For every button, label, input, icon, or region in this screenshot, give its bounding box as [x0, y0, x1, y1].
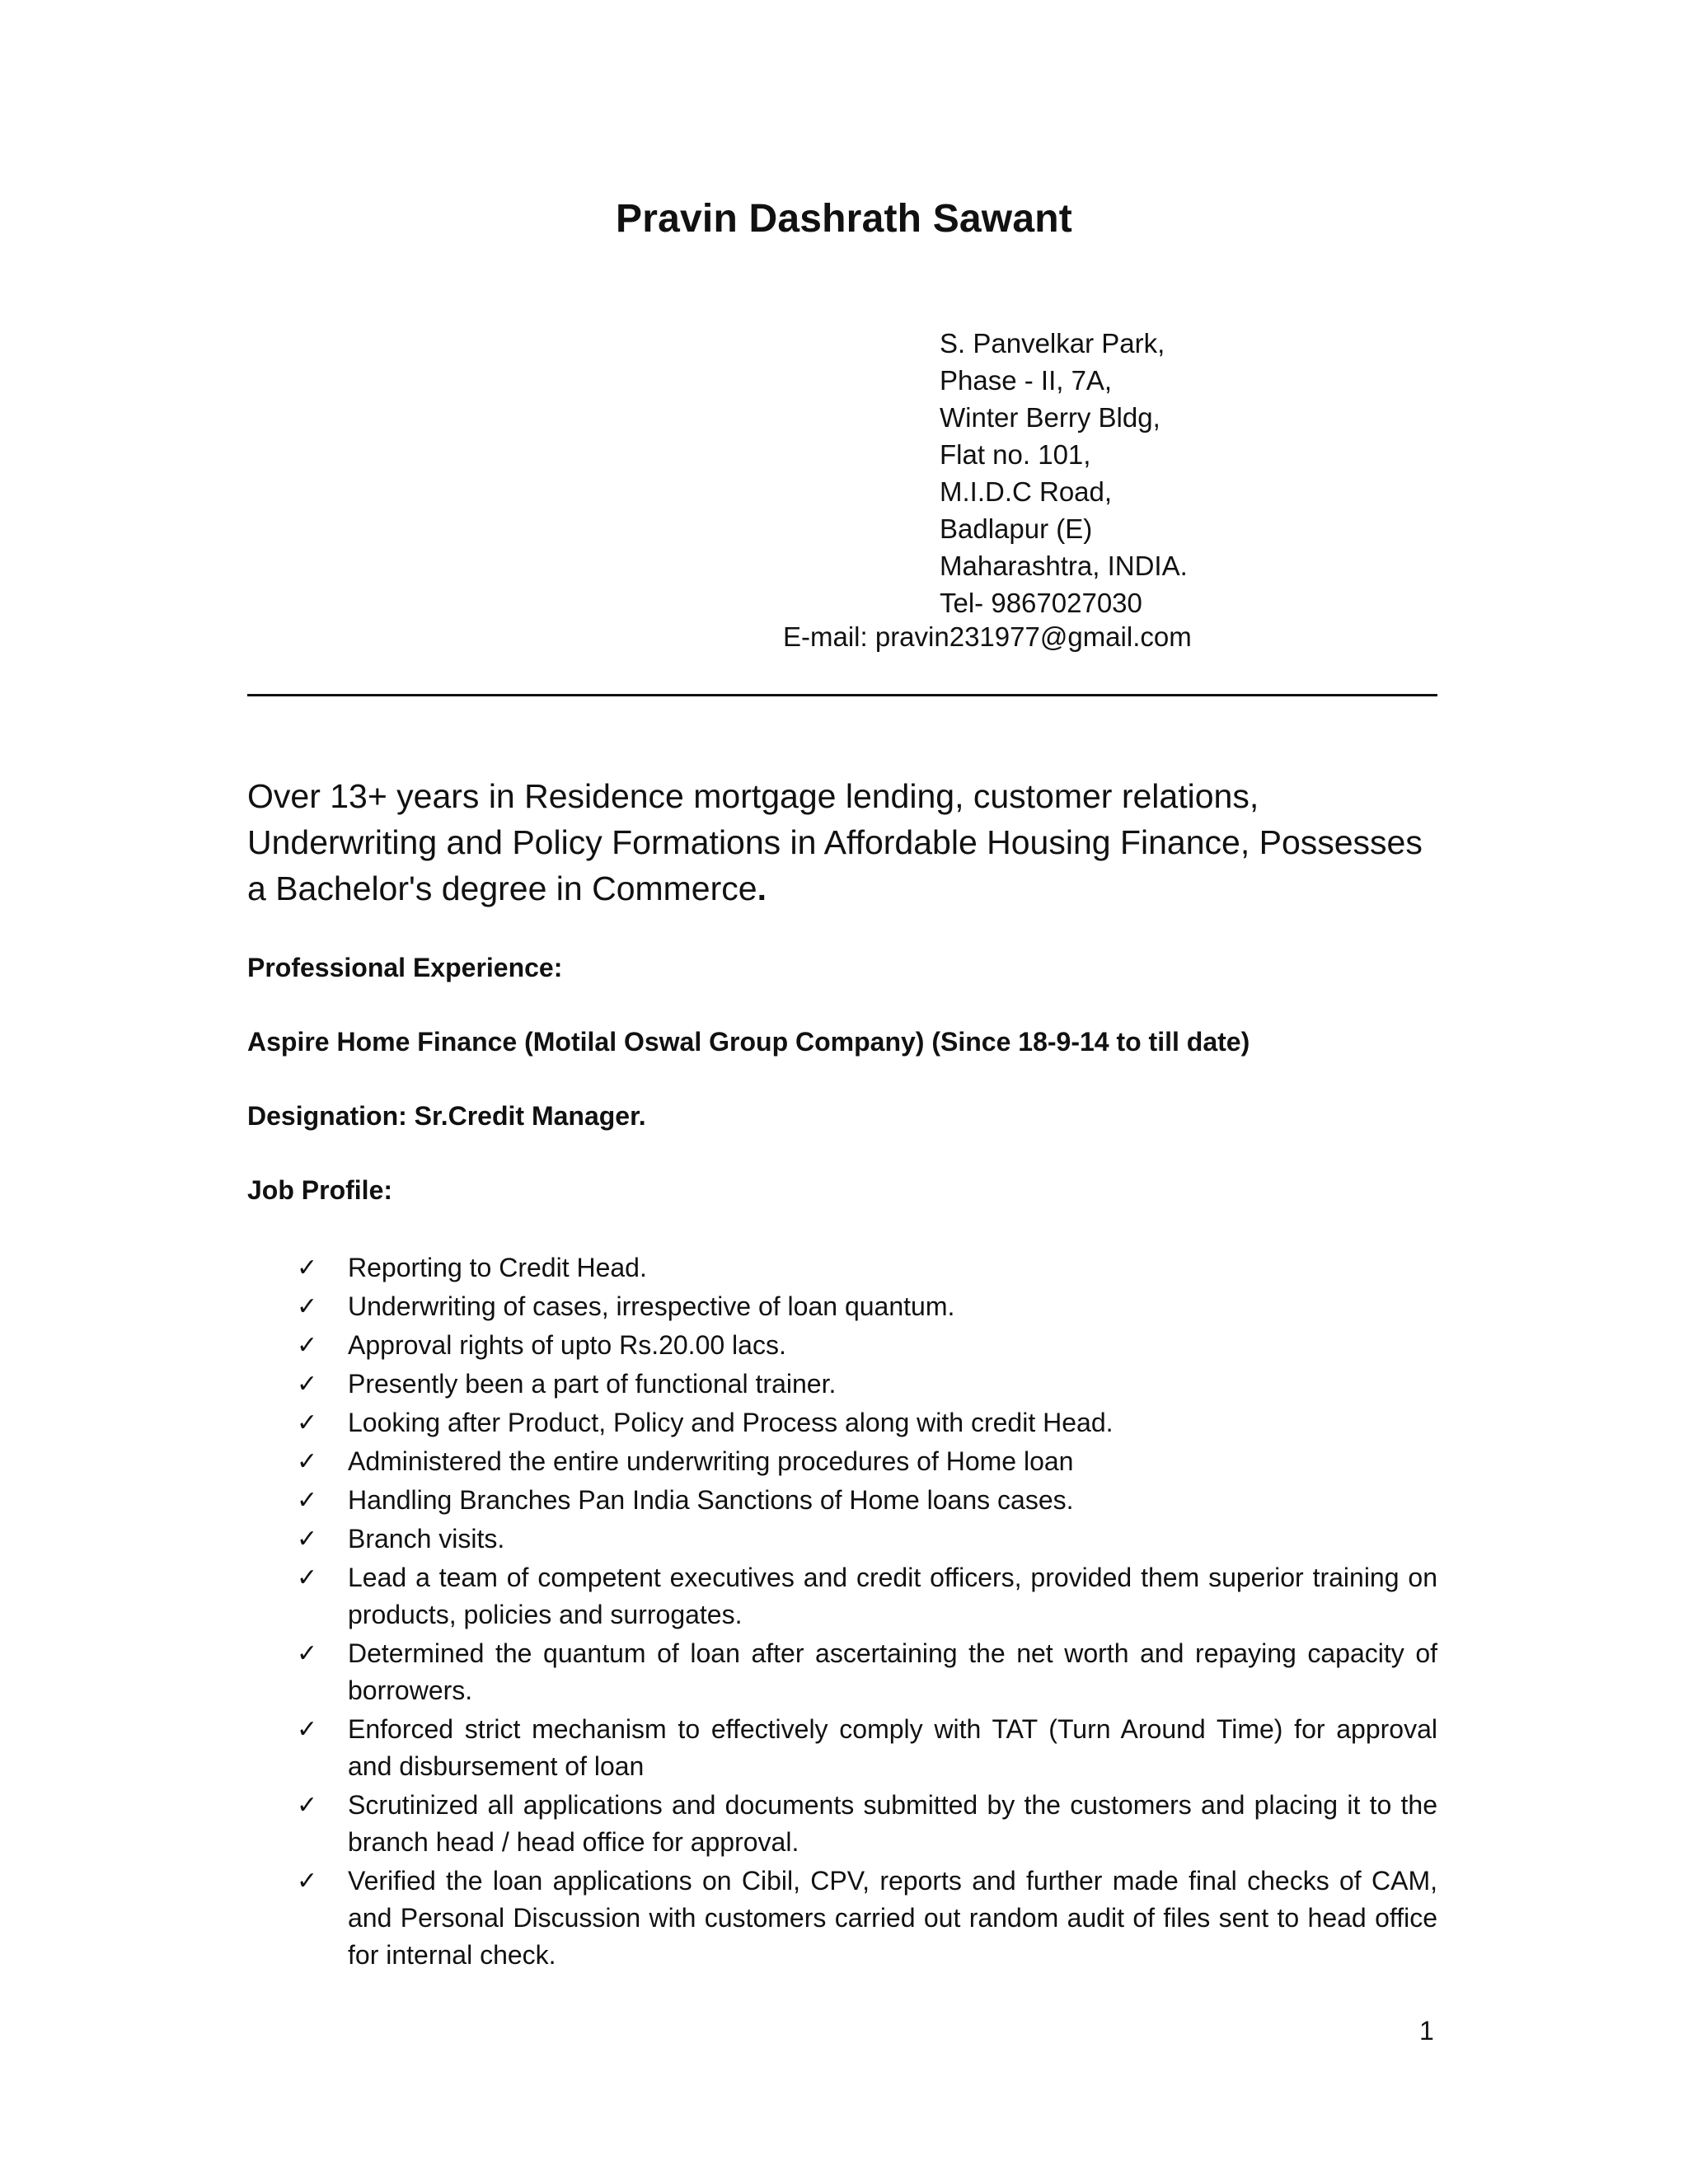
company-heading: Aspire Home Finance (Motilal Oswal Group Company) (Since 18-9-14 to till date) [247, 1027, 1250, 1057]
list-item-text: Underwriting of cases, irrespective of loan quantum. [348, 1291, 955, 1321]
list-item [297, 1711, 1437, 1785]
checkmark-icon: ✓ [297, 1486, 318, 1515]
checkmark-icon: ✓ [297, 1525, 318, 1554]
list-item-text: Looking after Product, Policy and Process along with credit Head. [348, 1408, 1114, 1437]
professional-experience-heading: Professional Experience: [247, 953, 563, 982]
list-item [297, 1863, 1437, 1974]
job-profile-heading: Job Profile: [247, 1175, 393, 1205]
list-item [297, 1559, 1437, 1633]
list-item [297, 1635, 1437, 1709]
list-item [297, 1787, 1437, 1861]
checkmark-icon: ✓ [297, 1791, 318, 1820]
list-item [297, 1288, 1437, 1325]
list-item [297, 1249, 1437, 1286]
address-line: Flat no. 101, [940, 439, 1091, 470]
summary-end-mark: . [757, 869, 767, 907]
list-item-text: Scrutinized all applications and documents submitted by the customers and placing it to the branch head / head office for approval. [348, 1790, 1437, 1857]
address-line: Phase - II, 7A, [940, 365, 1113, 396]
list-item [297, 1366, 1437, 1403]
list-item-text: Approval rights of upto Rs.20.00 lacs. [348, 1330, 786, 1360]
checkmark-icon: ✓ [297, 1715, 318, 1744]
list-item [297, 1327, 1437, 1364]
address-line: Badlapur (E) [940, 513, 1093, 544]
address-block [940, 325, 1188, 621]
checkmark-icon: ✓ [297, 1867, 318, 1896]
list-item-text: Branch visits. [348, 1524, 505, 1554]
candidate-name: Pravin Dashrath Sawant [616, 197, 1072, 241]
address-line: S. Panvelkar Park, [940, 328, 1165, 359]
list-item-text: Enforced strict mechanism to effectively comply with TAT (Turn Around Time) for approval and disbursement of loan [348, 1714, 1437, 1781]
checkmark-icon: ✓ [297, 1447, 318, 1476]
job-profile-list [297, 1249, 1437, 1975]
checkmark-icon: ✓ [297, 1331, 318, 1360]
summary-text: Over 13+ years in Residence mortgage lending, customer relations, Underwriting and Policy Formations in Affordable Housing Finance, Possesses a Bachelor's degree in Commerce [247, 777, 1423, 907]
list-item-text: Handling Branches Pan India Sanctions of Home loans cases. [348, 1485, 1074, 1515]
address-line: Winter Berry Bldg, [940, 402, 1160, 433]
address-line: Maharashtra, INDIA. [940, 551, 1188, 581]
phone-line: Tel- 9867027030 [940, 588, 1142, 618]
header-divider [247, 694, 1437, 696]
checkmark-icon: ✓ [297, 1639, 318, 1668]
list-item [297, 1404, 1437, 1441]
list-item [297, 1521, 1437, 1558]
list-item [297, 1443, 1437, 1480]
list-item-text: Presently been a part of functional trainer. [348, 1369, 837, 1399]
address-line: M.I.D.C Road, [940, 476, 1113, 507]
email-line: E-mail: pravin231977@gmail.com [783, 621, 1192, 652]
list-item [297, 1482, 1437, 1519]
list-item-text: Reporting to Credit Head. [348, 1253, 647, 1282]
page-number: 1 [1419, 2016, 1434, 2046]
list-item-text: Verified the loan applications on Cibil, CPV, reports and further made final checks of CAM, and Personal Discussion with customers carried out random audit of files sent to head office for internal check. [348, 1866, 1437, 1970]
designation-heading: Designation: Sr.Credit Manager. [247, 1101, 646, 1131]
list-item-text: Administered the entire underwriting procedures of Home loan [348, 1446, 1074, 1476]
checkmark-icon: ✓ [297, 1408, 318, 1437]
checkmark-icon: ✓ [297, 1254, 318, 1282]
list-item-text: Lead a team of competent executives and credit officers, provided them superior training on products, policies and surrogates. [348, 1563, 1437, 1629]
summary-paragraph [247, 773, 1451, 912]
checkmark-icon: ✓ [297, 1563, 318, 1592]
list-item-text: Determined the quantum of loan after ascertaining the net worth and repaying capacity of borrowers. [348, 1638, 1437, 1705]
checkmark-icon: ✓ [297, 1292, 318, 1321]
checkmark-icon: ✓ [297, 1370, 318, 1399]
